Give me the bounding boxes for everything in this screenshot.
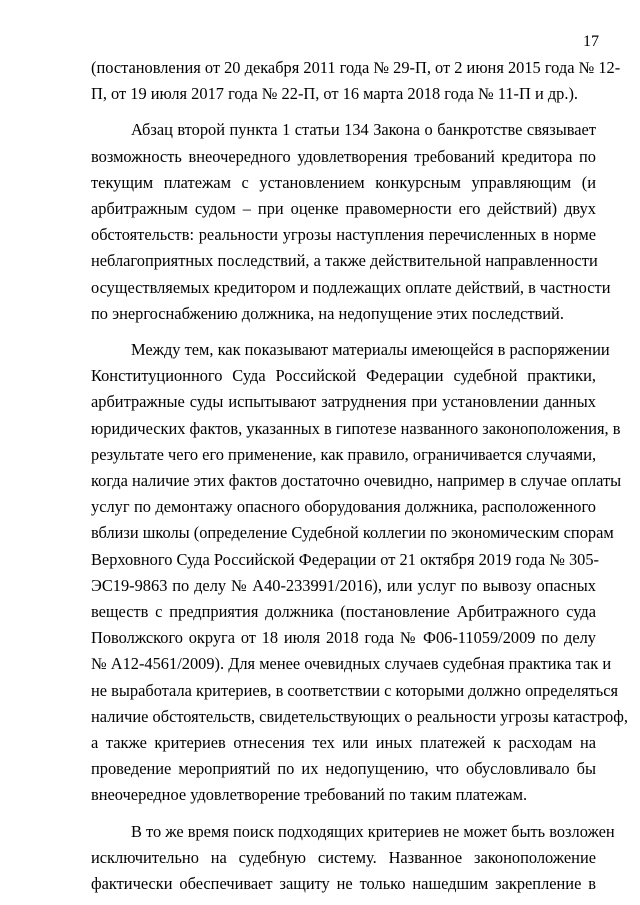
- text-line: когда наличие этих фактов достаточно очевидно, например в случае оплаты: [91, 471, 622, 491]
- text-line: текущим платежам с установлением конкурсным управляющим (и: [91, 172, 596, 192]
- text-line: а также критериев отнесения тех или иных платежей к расходам на: [91, 733, 596, 753]
- text-line: вблизи школы (определение Судебной коллегии по экономическим спорам: [91, 523, 614, 543]
- text-line: веществ с предприятия должника (постановление Арбитражного суда: [91, 602, 596, 622]
- text-line: ЭС19-9863 по делу № А40-233991/2016), или услуг по вывозу опасных: [91, 575, 596, 595]
- text-line: обстоятельств: реальности угрозы наступления перечисленных в норме: [91, 225, 596, 245]
- paragraph: [91, 819, 615, 898]
- text-line: не выработала критериев, в соответствии с которыми должно определяться: [91, 680, 619, 700]
- text-line: Между тем, как показывают материалы имеющейся в распоряжении: [131, 340, 610, 360]
- paragraph: [91, 117, 611, 327]
- text-line: № А12-4561/2009). Для менее очевидных случаев судебная практика так и: [91, 654, 612, 674]
- text-line: Конституционного Суда Российской Федерации судебной практики,: [91, 366, 596, 386]
- text-line: наличие обстоятельств, свидетельствующих о реальности угрозы катастроф,: [91, 706, 628, 726]
- paragraph-continuation: [91, 55, 621, 107]
- text-line: Поволжского округа от 18 июля 2018 года № Ф06-11059/2009 по делу: [91, 628, 596, 648]
- text-line: арбитражным судом – при оценке правомерности его действий) двух: [91, 199, 596, 219]
- text-line: по энергоснабжению должника, на недопущение этих последствий.: [91, 303, 564, 323]
- text-line: внеочередное удовлетворение требований по таким платежам.: [91, 785, 528, 805]
- text-line: проведение мероприятий по их недопущению, что обусловливало бы: [91, 759, 596, 779]
- text-line: П, от 19 июля 2017 года № 22-П, от 16 марта 2018 года № 11-П и др.).: [91, 84, 579, 104]
- text-line: Абзац второй пункта 1 статьи 134 Закона о банкротстве связывает: [131, 120, 596, 140]
- page-number: 17: [583, 33, 599, 50]
- text-line: осуществляемых кредитором и подлежащих оплате действий, в частности: [91, 277, 611, 297]
- text-line: возможность внеочередного удовлетворения требований кредитора по: [91, 146, 596, 166]
- document-body: [91, 55, 628, 897]
- text-line: юридических фактов, указанных в гипотезе названного законоположения, в: [91, 418, 621, 438]
- text-line: Верховного Суда Российской Федерации от 21 октября 2019 года № 305-: [91, 549, 599, 569]
- text-line: результате чего его применение, как правило, ограничивается случаями,: [91, 444, 597, 464]
- text-line: арбитражные суды испытывают затруднения при установлении данных: [91, 392, 596, 412]
- text-line: (постановления от 20 декабря 2011 года № 29-П, от 2 июня 2015 года № 12-: [91, 58, 621, 77]
- text-line: фактически обеспечивает защиту не только нашедшим закрепление в: [91, 874, 596, 894]
- text-line: неблагоприятных последствий, а также действительной направленности: [91, 251, 598, 271]
- text-line: В то же время поиск подходящих критериев не может быть возложен: [131, 821, 615, 841]
- text-line: исключительно на судебную систему. Названное законоположение: [91, 847, 596, 867]
- paragraph: [91, 337, 628, 809]
- text-line: услуг по демонтажу опасного оборудования должника, расположенного: [91, 497, 596, 517]
